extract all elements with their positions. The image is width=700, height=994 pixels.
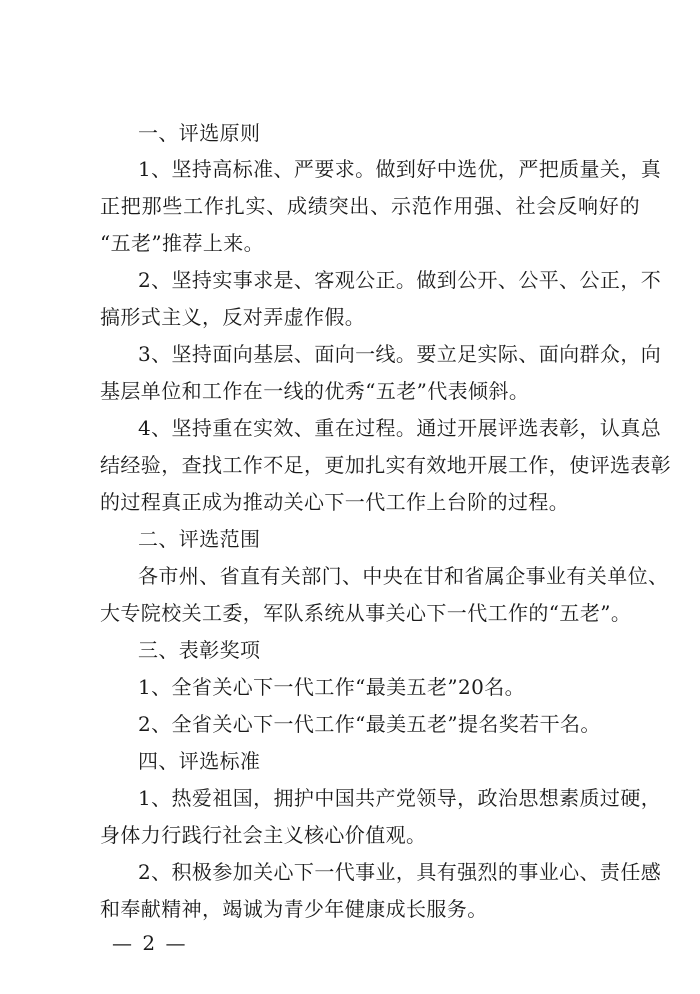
paragraph-line: 身体力行践行社会主义核心价值观。 [100,823,427,847]
paragraph-line: 的过程真正成为推动关心下一代工作上台阶的过程。 [100,490,570,514]
paragraph-line: 基层单位和工作在一线的优秀“五老”代表倾斜。 [100,379,530,403]
paragraph-line: 2、积极参加关心下一代事业，具有强烈的事业心、责任感 [138,860,662,884]
page-number: — 2 — [112,931,188,955]
paragraph-line: “五老”推荐上来。 [100,231,265,255]
paragraph-line: 3、坚持面向基层、面向一线。要立足实际、面向群众，向 [138,342,662,366]
paragraph-line: 1、热爱祖国，拥护中国共产党领导，政治思想素质过硬， [138,786,662,810]
section-heading-principles: 一、评选原则 [138,121,261,145]
paragraph-line: 2、坚持实事求是、客观公正。做到公开、公平、公正，不 [138,268,662,292]
paragraph-line: 搞形式主义，反对弄虚作假。 [100,305,366,329]
paragraph-line: 正把那些工作扎实、成绩突出、示范作用强、社会反响好的 [100,194,640,218]
paragraph-line: 大专院校关工委，军队系统从事关心下一代工作的“五老”。 [100,601,632,625]
section-heading-awards: 三、表彰奖项 [138,638,261,662]
paragraph-line: 1、全省关心下一代工作“最美五老”20名。 [138,675,526,699]
paragraph-line: 各市州、省直有关部门、中央在甘和省属企事业有关单位、 [138,564,669,588]
section-heading-scope: 二、评选范围 [138,527,261,551]
paragraph-line: 和奉献精神，竭诚为青少年健康成长服务。 [100,897,488,921]
paragraph-line: 1、坚持高标准、严要求。做到好中选优，严把质量关，真 [138,157,662,181]
paragraph-line: 4、坚持重在实效、重在过程。通过开展评选表彰，认真总 [138,416,662,440]
paragraph-line: 结经验，查找工作不足，更加扎实有效地开展工作，使评选表彰 [100,453,672,477]
paragraph-line: 2、全省关心下一代工作“最美五老”提名奖若干名。 [138,712,601,736]
section-heading-criteria: 四、评选标准 [138,749,261,773]
